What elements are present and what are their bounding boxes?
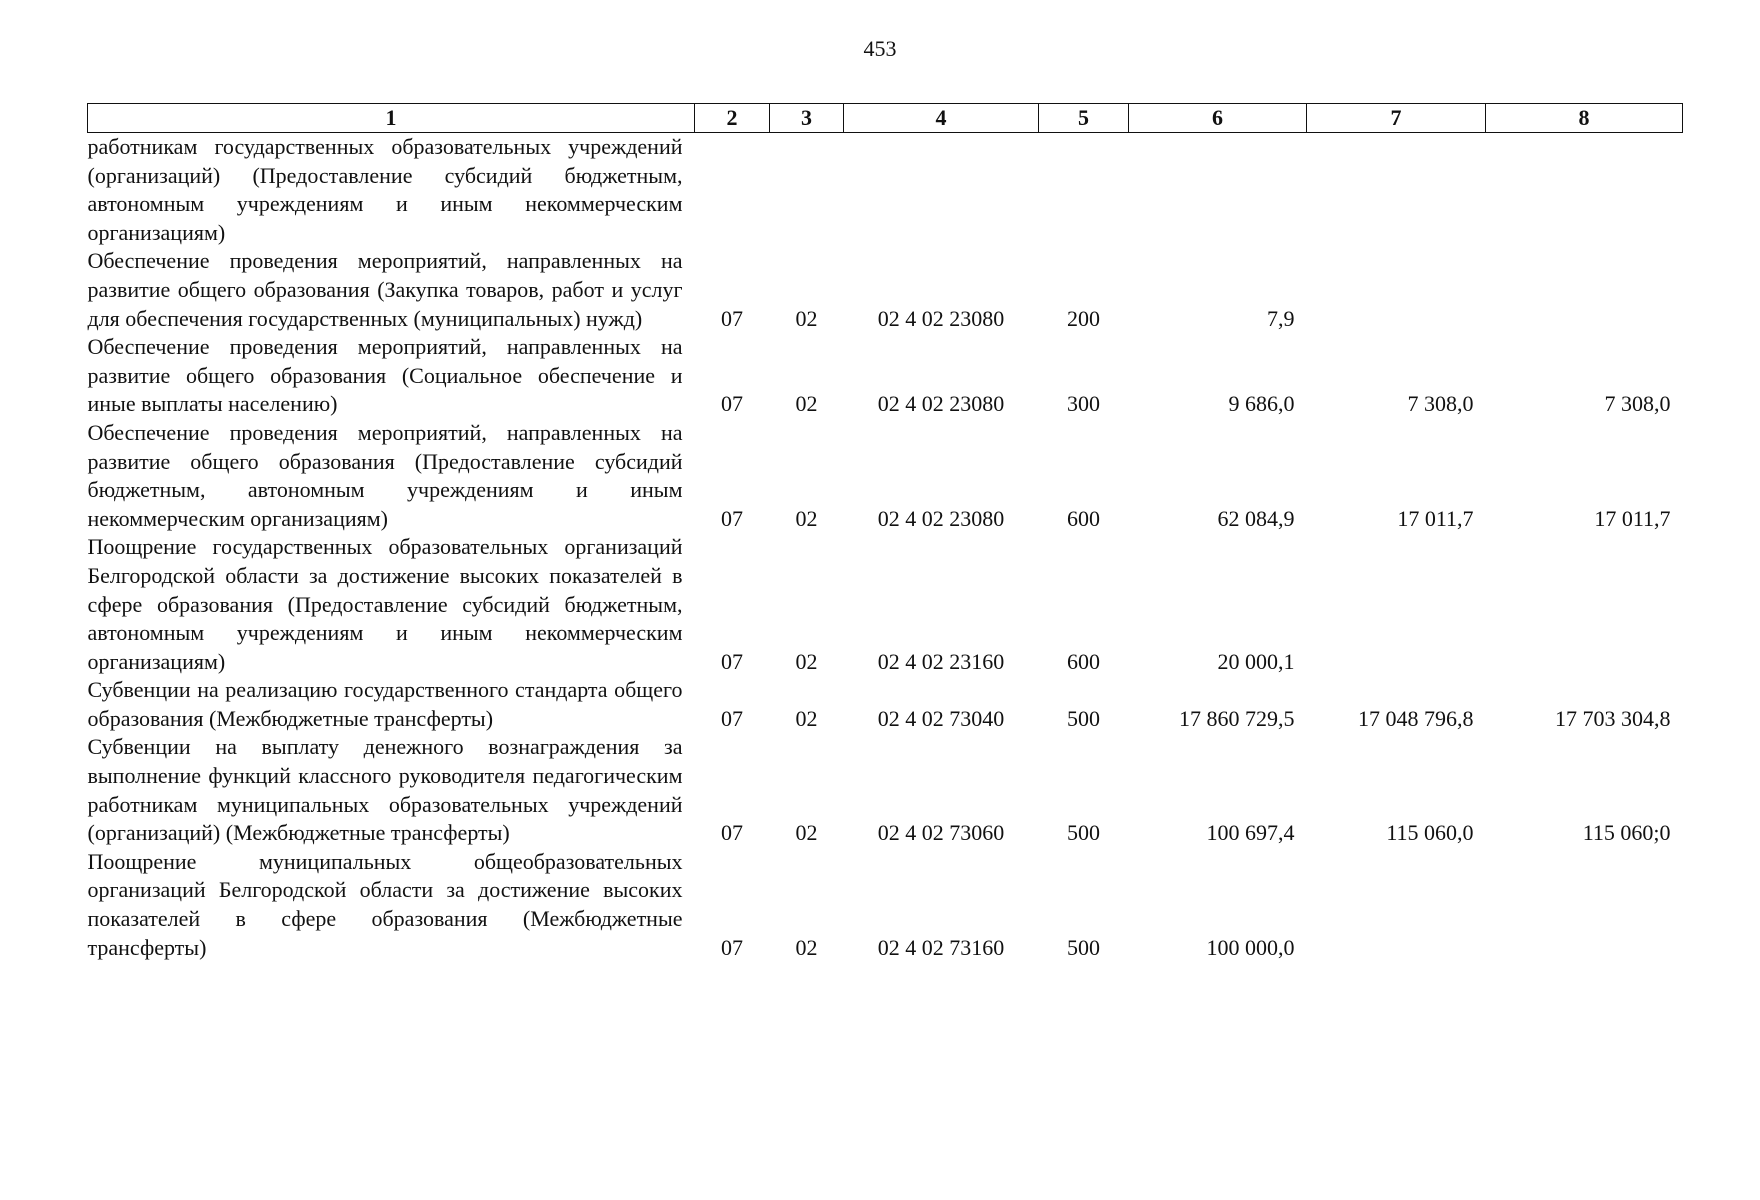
subsection-code: 02 — [795, 934, 818, 960]
table-row — [88, 848, 1683, 962]
section-code: 07 — [721, 505, 743, 531]
subsection-code: 02 — [795, 705, 818, 731]
section-code — [695, 133, 770, 248]
subsection-code: 02 — [795, 391, 818, 417]
expense-type-code: 500 — [1067, 705, 1100, 731]
column-header-8: 8 — [1486, 104, 1683, 133]
amount-column-7: 17 048 796,8 — [1358, 705, 1474, 731]
amount-column-8: 115 060;0 — [1582, 820, 1671, 846]
column-header-7: 7 — [1307, 104, 1486, 133]
target-article-code: 02 4 02 73040 — [877, 705, 1005, 731]
table-row — [88, 533, 1683, 676]
table-row — [88, 419, 1683, 533]
subsection-code: 02 — [795, 505, 818, 531]
amount-column-8: 7 308,0 — [1604, 391, 1671, 417]
amount-column-7 — [1307, 247, 1486, 333]
column-header-4: 4 — [844, 104, 1039, 133]
table-row — [88, 133, 1683, 248]
page-number: 453 — [863, 36, 897, 61]
expense-type-code: 200 — [1067, 305, 1100, 331]
amount-column-6 — [1129, 133, 1307, 248]
row-description: Субвенции на выплату денежного вознаграждения за выполнение функций классного руководителя педагогическим работникам муниципальных образовательных учреждений (организаций) (Межбюджетные трансферты) — [87, 734, 683, 846]
target-article-code: 02 4 02 23080 — [877, 391, 1005, 417]
amount-column-6: 100 000,0 — [1206, 934, 1295, 960]
column-header-2: 2 — [695, 104, 770, 133]
budget-table — [87, 103, 1683, 962]
section-code: 07 — [721, 705, 743, 731]
row-description: Поощрение государственных образовательных организаций Белгородской области за достижение высоких показателей в сфере образования (Предоставление субсидий бюджетным, автономным учреждениям и иным некоммерческим организациям) — [87, 534, 683, 674]
amount-column-7 — [1307, 533, 1486, 676]
amount-column-6: 17 860 729,5 — [1179, 705, 1295, 731]
table-row — [88, 733, 1683, 847]
target-article-code: 02 4 02 73060 — [877, 820, 1005, 846]
amount-column-8 — [1486, 533, 1683, 676]
expense-type-code: 300 — [1067, 391, 1100, 417]
target-article-code: 02 4 02 73160 — [877, 934, 1005, 960]
column-header-6: 6 — [1129, 104, 1307, 133]
section-code: 07 — [721, 934, 743, 960]
expense-type-code: 600 — [1067, 648, 1100, 674]
amount-column-8 — [1486, 848, 1683, 962]
column-header-1: 1 — [88, 104, 695, 133]
row-description: Обеспечение проведения мероприятий, направленных на развитие общего образования (Закупка товаров, работ и услуг для обеспечения государственных (муниципальных) нужд) — [87, 248, 683, 331]
budget-table-wrap — [87, 103, 1682, 962]
header-row — [88, 104, 1683, 133]
row-description: Субвенции на реализацию государственного стандарта общего образования (Межбюджетные трансферты) — [87, 677, 683, 731]
target-article-code — [844, 133, 1039, 248]
amount-column-6: 20 000,1 — [1217, 648, 1295, 674]
expense-type-code — [1039, 133, 1129, 248]
table-row — [88, 333, 1683, 419]
amount-column-6: 7,9 — [1267, 305, 1295, 331]
section-code: 07 — [721, 820, 743, 846]
subsection-code: 02 — [795, 820, 818, 846]
amount-column-8 — [1486, 133, 1683, 248]
amount-column-8 — [1486, 247, 1683, 333]
amount-column-7: 115 060,0 — [1386, 820, 1474, 846]
row-description: Обеспечение проведения мероприятий, направленных на развитие общего образования (Предоставление субсидий бюджетным, автономным учреждениям и иным некоммерческим организациям) — [87, 419, 683, 531]
table-row — [88, 676, 1683, 733]
amount-column-6: 100 697,4 — [1206, 820, 1295, 846]
amount-column-7 — [1307, 133, 1486, 248]
column-header-5: 5 — [1039, 104, 1129, 133]
table-header — [88, 104, 1683, 133]
expense-type-code: 600 — [1067, 505, 1100, 531]
expense-type-code: 500 — [1067, 934, 1100, 960]
amount-column-7 — [1307, 848, 1486, 962]
table-body — [88, 133, 1683, 963]
amount-column-6: 9 686,0 — [1228, 391, 1295, 417]
subsection-code: 02 — [795, 648, 818, 674]
section-code: 07 — [721, 305, 743, 331]
expense-type-code: 500 — [1067, 820, 1100, 846]
subsection-code: 02 — [795, 305, 818, 331]
section-code: 07 — [721, 648, 743, 674]
target-article-code: 02 4 02 23160 — [877, 648, 1005, 674]
target-article-code: 02 4 02 23080 — [877, 505, 1005, 531]
amount-column-8: 17 703 304,8 — [1555, 705, 1671, 731]
row-description: Поощрение муниципальных общеобразовательных организаций Белгородской области за достижение высоких показателей в сфере образования (Межбюджетные трансферты) — [87, 848, 683, 960]
row-description: работникам государственных образовательных учреждений (организаций) (Предоставление субсидий бюджетным, автономным учреждениям и иным некоммерческим организациям) — [87, 134, 683, 245]
target-article-code: 02 4 02 23080 — [877, 305, 1005, 331]
section-code: 07 — [721, 391, 743, 417]
amount-column-7: 7 308,0 — [1407, 391, 1474, 417]
amount-column-8: 17 011,7 — [1594, 505, 1671, 531]
subsection-code — [770, 133, 844, 248]
column-header-3: 3 — [770, 104, 844, 133]
amount-column-7: 17 011,7 — [1397, 505, 1474, 531]
table-row — [88, 247, 1683, 333]
amount-column-6: 62 084,9 — [1217, 505, 1295, 531]
row-description: Обеспечение проведения мероприятий, направленных на развитие общего образования (Социальное обеспечение и иные выплаты населению) — [87, 334, 683, 417]
